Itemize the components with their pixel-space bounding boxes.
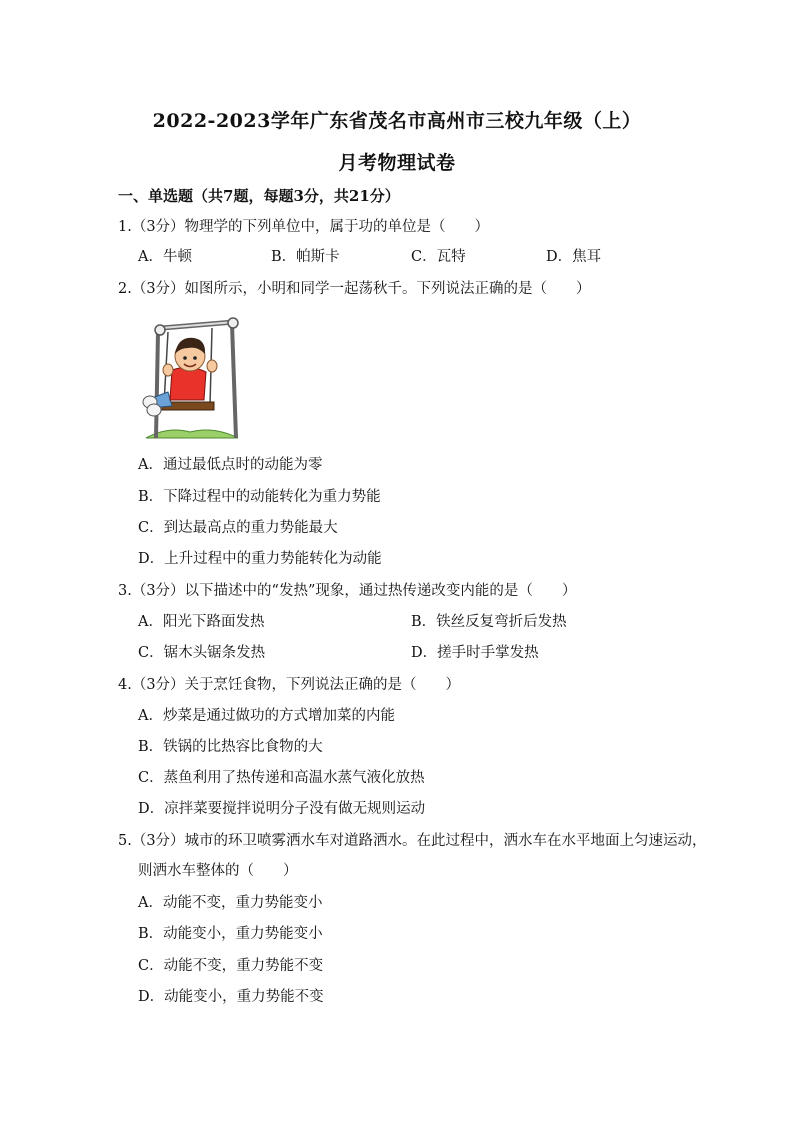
exam-title-line2: 月考物理试卷	[338, 152, 456, 174]
question-3-option-b: B．铁丝反复弯折后发热	[411, 614, 567, 630]
question-4-stem: 4.（3分）关于烹饪食物，下列说法正确的是（ ）	[118, 677, 461, 693]
question-3-option-c: C．锯木头锯条发热	[138, 645, 266, 661]
question-1-option-a: A．牛顿	[138, 249, 192, 265]
question-1-option-d: D．焦耳	[546, 249, 602, 265]
question-5-option-b: B．动能变小，重力势能变小	[138, 926, 323, 942]
question-4-option-a: A．炒菜是通过做功的方式增加菜的内能	[138, 708, 395, 724]
question-2-stem: 2.（3分）如图所示，小明和同学一起荡秋千。下列说法正确的是（ ）	[118, 281, 591, 297]
question-5-option-d: D．动能变小，重力势能不变	[138, 989, 324, 1005]
question-5-option-c: C．动能不变，重力势能不变	[138, 958, 324, 974]
swing-illustration	[138, 312, 242, 442]
question-1-stem: 1.（3分）物理学的下列单位中，属于功的单位是（ ）	[118, 219, 490, 235]
exam-title-line1: 2022-2023学年广东省茂名市高州市三校九年级（上）	[152, 110, 642, 132]
question-3-option-a: A．阳光下路面发热	[138, 614, 265, 630]
question-2-option-d: D．上升过程中的重力势能转化为动能	[138, 551, 382, 567]
question-1-option-c: C．瓦特	[411, 249, 466, 265]
question-4-option-d: D．凉拌菜要搅拌说明分子没有做无规则运动	[138, 801, 426, 817]
question-4-option-b: B．铁锅的比热容比食物的大	[138, 739, 323, 755]
question-5-stem-line1: 5.（3分）城市的环卫喷雾洒水车对道路洒水。在此过程中，洒水车在水平地面上匀速运动，	[118, 833, 707, 849]
question-2-option-c: C．到达最高点的重力势能最大	[138, 520, 338, 536]
question-5-option-a: A．动能不变，重力势能变小	[138, 895, 323, 911]
question-3-stem: 3.（3分）以下描述中的“发热”现象，通过热传递改变内能的是（ ）	[118, 583, 577, 599]
question-1-option-b: B．帕斯卡	[271, 249, 340, 265]
question-2-option-b: B．下降过程中的动能转化为重力势能	[138, 489, 381, 505]
section-heading: 一、单选题（共7题，每题3分，共21分）	[118, 187, 400, 205]
question-3-option-d: D．搓手时手掌发热	[411, 645, 539, 661]
question-5-stem-line2: 则洒水车整体的（ ）	[138, 863, 298, 879]
question-2-option-a: A．通过最低点时的动能为零	[138, 457, 323, 473]
question-4-option-c: C．蒸鱼利用了热传递和高温水蒸气液化放热	[138, 770, 425, 786]
